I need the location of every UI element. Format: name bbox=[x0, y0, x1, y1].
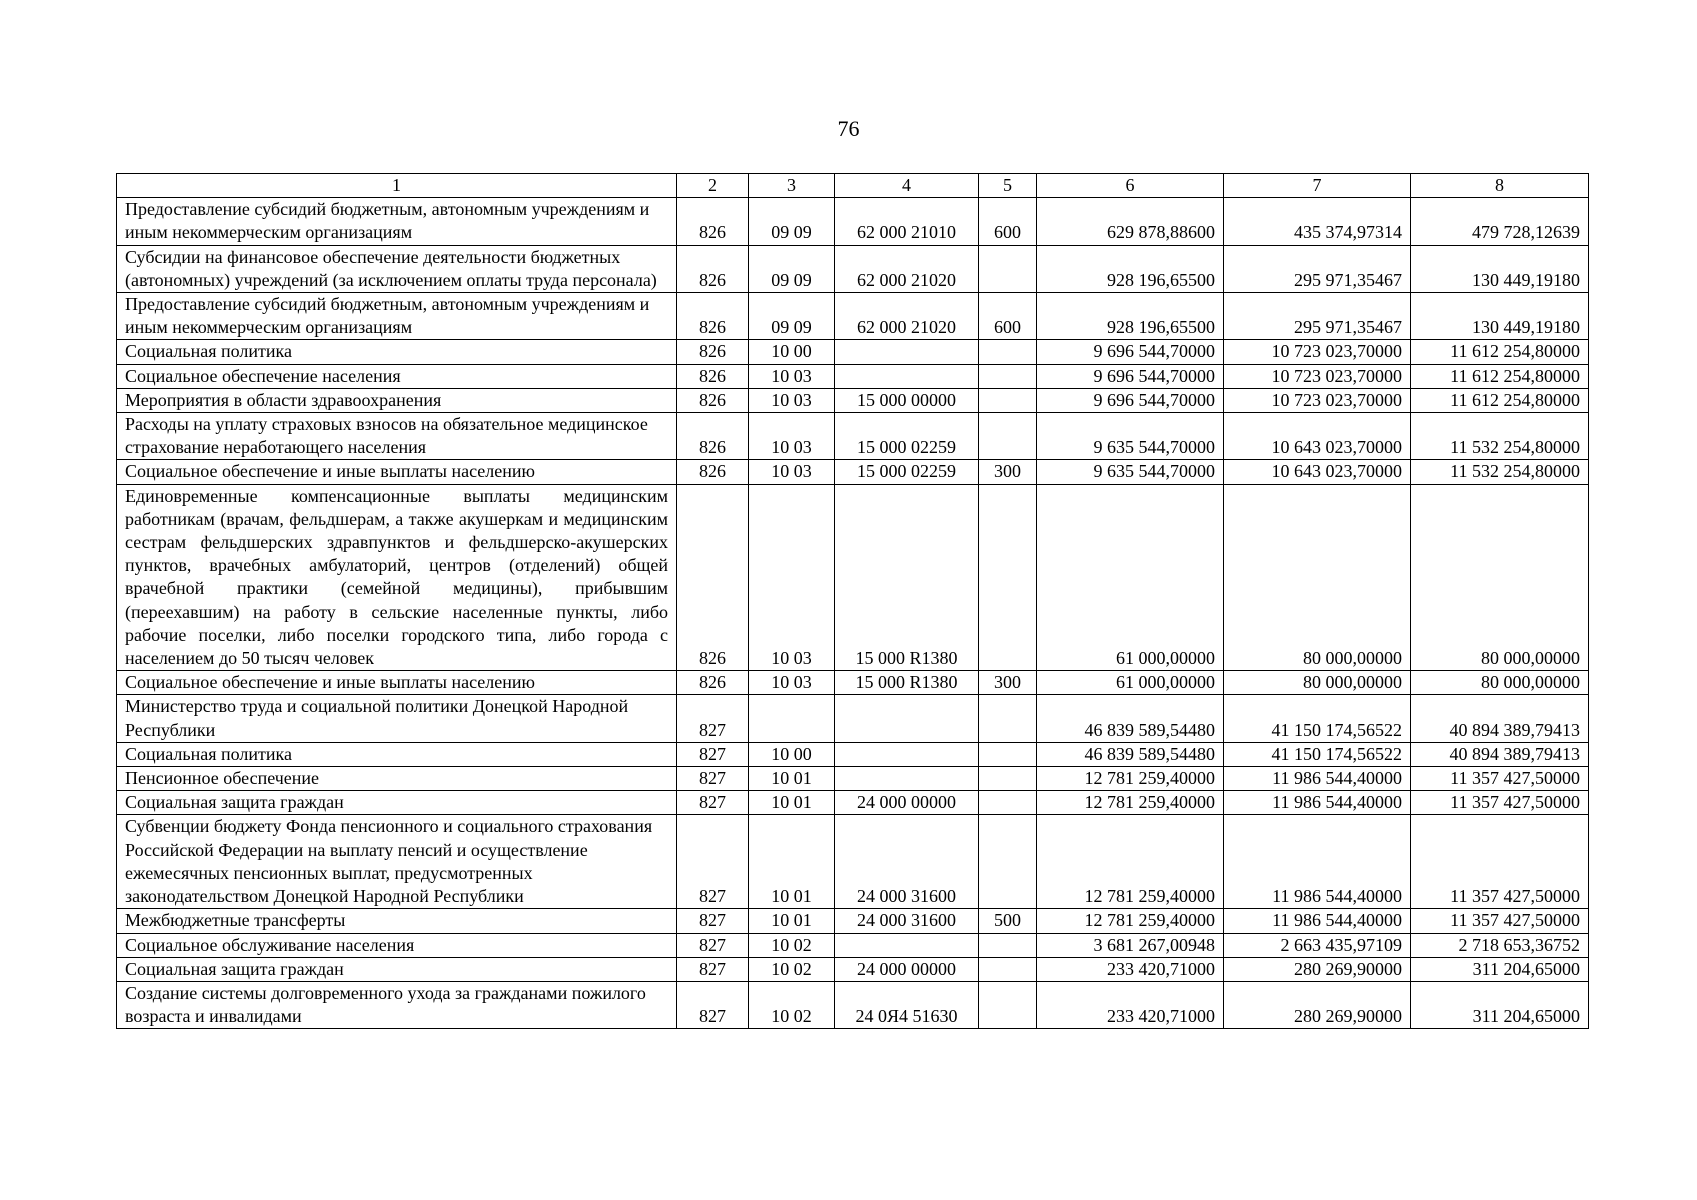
expense-type-code: 500 bbox=[979, 909, 1037, 933]
amount-col7: 295 971,35467 bbox=[1224, 245, 1411, 292]
ministry-code: 827 bbox=[677, 933, 749, 957]
section-code: 10 01 bbox=[749, 791, 835, 815]
expense-type-code bbox=[979, 742, 1037, 766]
expense-type-code bbox=[979, 413, 1037, 460]
amount-col6: 233 420,71000 bbox=[1037, 957, 1224, 981]
amount-col7: 295 971,35467 bbox=[1224, 293, 1411, 340]
amount-col8: 80 000,00000 bbox=[1411, 671, 1589, 695]
amount-col6: 629 878,88600 bbox=[1037, 198, 1224, 245]
amount-col7: 280 269,90000 bbox=[1224, 957, 1411, 981]
amount-col7: 11 986 544,40000 bbox=[1224, 767, 1411, 791]
amount-col6: 9 696 544,70000 bbox=[1037, 340, 1224, 364]
section-code: 10 03 bbox=[749, 671, 835, 695]
target-article-code bbox=[835, 767, 979, 791]
table-row bbox=[117, 198, 1589, 245]
section-code: 09 09 bbox=[749, 293, 835, 340]
amount-col8: 130 449,19180 bbox=[1411, 245, 1589, 292]
target-article-code bbox=[835, 364, 979, 388]
section-code: 10 02 bbox=[749, 933, 835, 957]
ministry-code: 827 bbox=[677, 909, 749, 933]
section-code: 10 00 bbox=[749, 742, 835, 766]
expense-type-code bbox=[979, 933, 1037, 957]
row-title: Социальное обеспечение населения bbox=[117, 364, 677, 388]
target-article-code: 24 0Я4 51630 bbox=[835, 981, 979, 1028]
table-row bbox=[117, 364, 1589, 388]
column-header: 7 bbox=[1224, 174, 1411, 198]
ministry-code: 827 bbox=[677, 791, 749, 815]
ministry-code: 826 bbox=[677, 340, 749, 364]
table-row bbox=[117, 933, 1589, 957]
column-header: 1 bbox=[117, 174, 677, 198]
expense-type-code bbox=[979, 815, 1037, 909]
amount-col8: 11 357 427,50000 bbox=[1411, 767, 1589, 791]
row-title: Субсидии на финансовое обеспечение деятельности бюджетных (автономных) учреждений (за исключением оплаты труда персонала) bbox=[117, 245, 677, 292]
amount-col6: 9 635 544,70000 bbox=[1037, 460, 1224, 484]
ministry-code: 827 bbox=[677, 981, 749, 1028]
target-article-code: 24 000 00000 bbox=[835, 791, 979, 815]
column-header: 5 bbox=[979, 174, 1037, 198]
expense-type-code: 300 bbox=[979, 671, 1037, 695]
amount-col7: 435 374,97314 bbox=[1224, 198, 1411, 245]
table-row bbox=[117, 981, 1589, 1028]
section-code: 10 03 bbox=[749, 413, 835, 460]
column-header: 3 bbox=[749, 174, 835, 198]
amount-col6: 61 000,00000 bbox=[1037, 671, 1224, 695]
row-title: Межбюджетные трансферты bbox=[117, 909, 677, 933]
expense-type-code bbox=[979, 364, 1037, 388]
target-article-code: 62 000 21010 bbox=[835, 198, 979, 245]
row-title: Социальное обслуживание населения bbox=[117, 933, 677, 957]
amount-col8: 11 612 254,80000 bbox=[1411, 388, 1589, 412]
amount-col7: 10 643 023,70000 bbox=[1224, 460, 1411, 484]
amount-col8: 11 357 427,50000 bbox=[1411, 815, 1589, 909]
amount-col6: 9 696 544,70000 bbox=[1037, 388, 1224, 412]
row-title: Единовременные компенсационные выплаты медицинским работникам (врачам, фельдшерам, а также акушеркам и медицинским сестрам фельдшерских здравпунктов и фельдшерско-акушерских пунктов, врачебных амбулаторий, центров (отделений) общей врачебной практики (семейной медицины), прибывшим (переехавшим) на работу в сельские населенные пункты, либо рабочие поселки, либо поселки городского типа, либо города с населением до 50 тысяч человек bbox=[117, 484, 677, 671]
amount-col6: 233 420,71000 bbox=[1037, 981, 1224, 1028]
amount-col7: 2 663 435,97109 bbox=[1224, 933, 1411, 957]
target-article-code: 24 000 31600 bbox=[835, 815, 979, 909]
target-article-code: 15 000 02259 bbox=[835, 460, 979, 484]
amount-col7: 10 643 023,70000 bbox=[1224, 413, 1411, 460]
ministry-code: 827 bbox=[677, 695, 749, 742]
ministry-code: 827 bbox=[677, 815, 749, 909]
table-row bbox=[117, 815, 1589, 909]
expense-type-code bbox=[979, 695, 1037, 742]
ministry-code: 826 bbox=[677, 484, 749, 671]
column-header: 2 bbox=[677, 174, 749, 198]
table-row bbox=[117, 695, 1589, 742]
table-row bbox=[117, 791, 1589, 815]
table-row bbox=[117, 293, 1589, 340]
ministry-code: 826 bbox=[677, 364, 749, 388]
amount-col6: 3 681 267,00948 bbox=[1037, 933, 1224, 957]
expense-type-code bbox=[979, 767, 1037, 791]
ministry-code: 826 bbox=[677, 245, 749, 292]
amount-col6: 46 839 589,54480 bbox=[1037, 742, 1224, 766]
expense-type-code bbox=[979, 340, 1037, 364]
section-code: 10 03 bbox=[749, 484, 835, 671]
row-title: Пенсионное обеспечение bbox=[117, 767, 677, 791]
row-title: Субвенции бюджету Фонда пенсионного и социального страхования Российской Федерации на выплату пенсий и осуществление ежемесячных пенсионных выплат, предусмотренных законодательством Донецкой Народной Республики bbox=[117, 815, 677, 909]
table-row bbox=[117, 484, 1589, 671]
ministry-code: 826 bbox=[677, 388, 749, 412]
amount-col7: 10 723 023,70000 bbox=[1224, 364, 1411, 388]
amount-col8: 130 449,19180 bbox=[1411, 293, 1589, 340]
expense-type-code bbox=[979, 484, 1037, 671]
target-article-code: 15 000 00000 bbox=[835, 388, 979, 412]
section-code: 09 09 bbox=[749, 245, 835, 292]
amount-col8: 40 894 389,79413 bbox=[1411, 742, 1589, 766]
target-article-code: 15 000 R1380 bbox=[835, 671, 979, 695]
row-title: Социальная политика bbox=[117, 742, 677, 766]
row-title: Социальная политика bbox=[117, 340, 677, 364]
table-row bbox=[117, 340, 1589, 364]
table-row bbox=[117, 413, 1589, 460]
target-article-code bbox=[835, 695, 979, 742]
target-article-code: 15 000 R1380 bbox=[835, 484, 979, 671]
column-header: 6 bbox=[1037, 174, 1224, 198]
row-title: Социальное обеспечение и иные выплаты населению bbox=[117, 460, 677, 484]
table-row bbox=[117, 957, 1589, 981]
section-code: 10 01 bbox=[749, 767, 835, 791]
column-header: 4 bbox=[835, 174, 979, 198]
expense-type-code bbox=[979, 981, 1037, 1028]
row-title: Министерство труда и социальной политики Донецкой Народной Республики bbox=[117, 695, 677, 742]
ministry-code: 826 bbox=[677, 198, 749, 245]
amount-col6: 12 781 259,40000 bbox=[1037, 767, 1224, 791]
row-title: Создание системы долговременного ухода за гражданами пожилого возраста и инвалидами bbox=[117, 981, 677, 1028]
expense-type-code: 300 bbox=[979, 460, 1037, 484]
target-article-code: 24 000 31600 bbox=[835, 909, 979, 933]
table-row bbox=[117, 671, 1589, 695]
expense-type-code bbox=[979, 388, 1037, 412]
amount-col8: 11 532 254,80000 bbox=[1411, 413, 1589, 460]
target-article-code: 62 000 21020 bbox=[835, 293, 979, 340]
ministry-code: 827 bbox=[677, 957, 749, 981]
amount-col8: 311 204,65000 bbox=[1411, 981, 1589, 1028]
column-header: 8 bbox=[1411, 174, 1589, 198]
amount-col6: 12 781 259,40000 bbox=[1037, 815, 1224, 909]
amount-col7: 11 986 544,40000 bbox=[1224, 909, 1411, 933]
target-article-code: 62 000 21020 bbox=[835, 245, 979, 292]
row-title: Предоставление субсидий бюджетным, автономным учреждениям и иным некоммерческим организациям bbox=[117, 293, 677, 340]
amount-col6: 12 781 259,40000 bbox=[1037, 791, 1224, 815]
target-article-code bbox=[835, 340, 979, 364]
amount-col7: 11 986 544,40000 bbox=[1224, 815, 1411, 909]
row-title: Предоставление субсидий бюджетным, автономным учреждениям и иным некоммерческим организациям bbox=[117, 198, 677, 245]
table-row bbox=[117, 742, 1589, 766]
section-code: 10 03 bbox=[749, 460, 835, 484]
amount-col6: 12 781 259,40000 bbox=[1037, 909, 1224, 933]
amount-col7: 280 269,90000 bbox=[1224, 981, 1411, 1028]
section-code: 09 09 bbox=[749, 198, 835, 245]
amount-col7: 80 000,00000 bbox=[1224, 484, 1411, 671]
table-header-row bbox=[117, 174, 1589, 198]
amount-col7: 10 723 023,70000 bbox=[1224, 388, 1411, 412]
budget-table bbox=[116, 173, 1589, 1029]
amount-col8: 11 357 427,50000 bbox=[1411, 791, 1589, 815]
section-code: 10 03 bbox=[749, 364, 835, 388]
ministry-code: 827 bbox=[677, 742, 749, 766]
row-title: Мероприятия в области здравоохранения bbox=[117, 388, 677, 412]
ministry-code: 827 bbox=[677, 767, 749, 791]
row-title: Расходы на уплату страховых взносов на обязательное медицинское страхование неработающего населения bbox=[117, 413, 677, 460]
amount-col8: 11 357 427,50000 bbox=[1411, 909, 1589, 933]
amount-col8: 2 718 653,36752 bbox=[1411, 933, 1589, 957]
amount-col7: 41 150 174,56522 bbox=[1224, 695, 1411, 742]
amount-col7: 10 723 023,70000 bbox=[1224, 340, 1411, 364]
section-code bbox=[749, 695, 835, 742]
section-code: 10 02 bbox=[749, 957, 835, 981]
expense-type-code bbox=[979, 957, 1037, 981]
target-article-code: 24 000 00000 bbox=[835, 957, 979, 981]
amount-col7: 80 000,00000 bbox=[1224, 671, 1411, 695]
section-code: 10 03 bbox=[749, 388, 835, 412]
amount-col8: 40 894 389,79413 bbox=[1411, 695, 1589, 742]
expense-type-code: 600 bbox=[979, 198, 1037, 245]
table-row bbox=[117, 388, 1589, 412]
ministry-code: 826 bbox=[677, 460, 749, 484]
amount-col6: 61 000,00000 bbox=[1037, 484, 1224, 671]
section-code: 10 01 bbox=[749, 909, 835, 933]
amount-col8: 479 728,12639 bbox=[1411, 198, 1589, 245]
amount-col7: 11 986 544,40000 bbox=[1224, 791, 1411, 815]
row-title: Социальное обеспечение и иные выплаты населению bbox=[117, 671, 677, 695]
target-article-code bbox=[835, 933, 979, 957]
section-code: 10 01 bbox=[749, 815, 835, 909]
table-row bbox=[117, 460, 1589, 484]
row-title: Социальная защита граждан bbox=[117, 791, 677, 815]
amount-col8: 311 204,65000 bbox=[1411, 957, 1589, 981]
expense-type-code bbox=[979, 245, 1037, 292]
amount-col6: 928 196,65500 bbox=[1037, 293, 1224, 340]
ministry-code: 826 bbox=[677, 293, 749, 340]
page-number: 76 bbox=[837, 116, 860, 141]
amount-col6: 9 696 544,70000 bbox=[1037, 364, 1224, 388]
table-row bbox=[117, 245, 1589, 292]
ministry-code: 826 bbox=[677, 671, 749, 695]
amount-col6: 46 839 589,54480 bbox=[1037, 695, 1224, 742]
section-code: 10 00 bbox=[749, 340, 835, 364]
amount-col8: 80 000,00000 bbox=[1411, 484, 1589, 671]
amount-col8: 11 612 254,80000 bbox=[1411, 364, 1589, 388]
row-title: Социальная защита граждан bbox=[117, 957, 677, 981]
expense-type-code bbox=[979, 791, 1037, 815]
amount-col8: 11 612 254,80000 bbox=[1411, 340, 1589, 364]
target-article-code bbox=[835, 742, 979, 766]
amount-col6: 928 196,65500 bbox=[1037, 245, 1224, 292]
table-row bbox=[117, 767, 1589, 791]
table-row bbox=[117, 909, 1589, 933]
amount-col6: 9 635 544,70000 bbox=[1037, 413, 1224, 460]
section-code: 10 02 bbox=[749, 981, 835, 1028]
ministry-code: 826 bbox=[677, 413, 749, 460]
amount-col8: 11 532 254,80000 bbox=[1411, 460, 1589, 484]
target-article-code: 15 000 02259 bbox=[835, 413, 979, 460]
expense-type-code: 600 bbox=[979, 293, 1037, 340]
amount-col7: 41 150 174,56522 bbox=[1224, 742, 1411, 766]
